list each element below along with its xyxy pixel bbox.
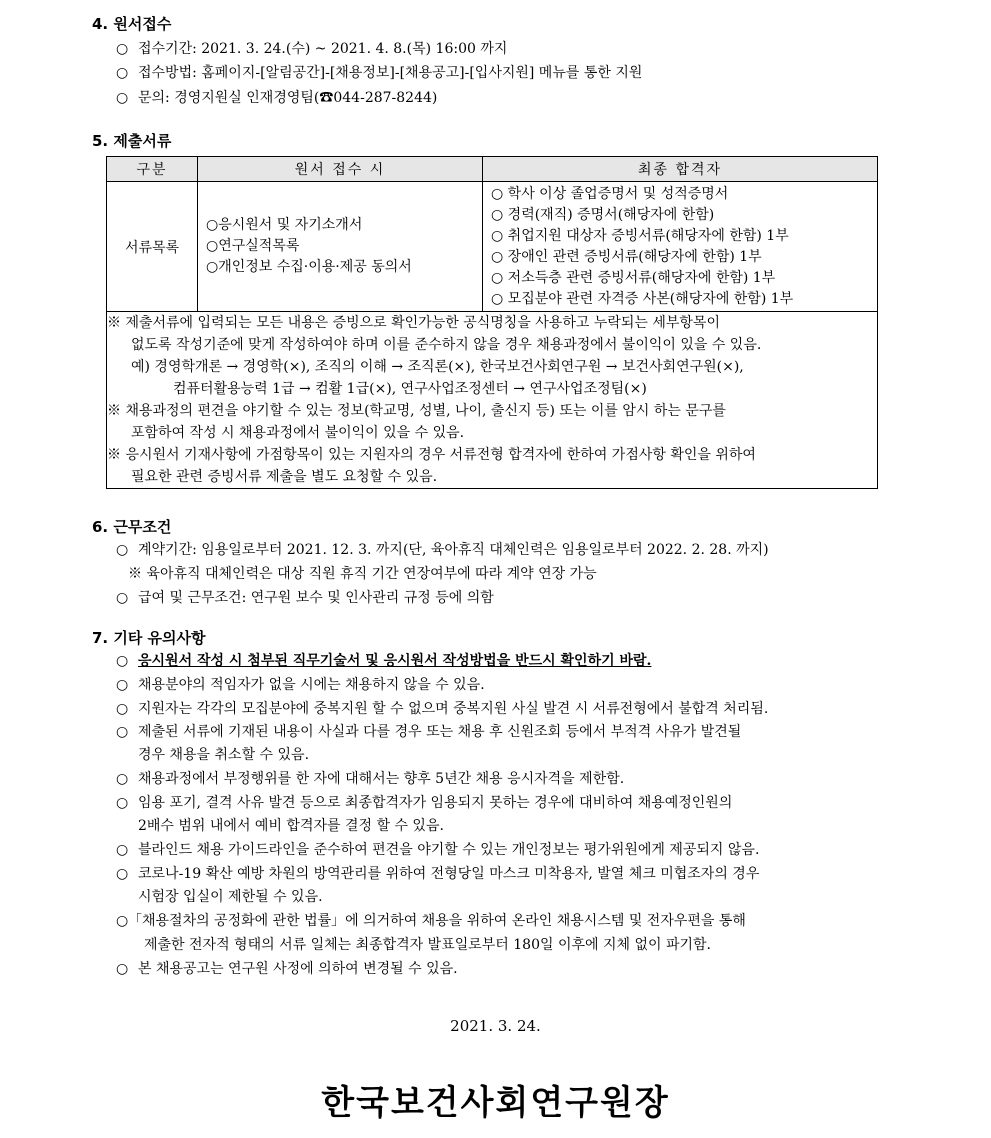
s7-item-9: ○「채용절차의 공정화에 관한 법률」에 의거하여 채용을 위하여 온라인 채용시스템 및 전자우편을 통해 [116, 913, 746, 929]
s7-item-5: ○ 채용과정에서 부정행위를 한 자에 대해서는 향후 5년간 채용 응시자격을 제한함. [116, 771, 625, 787]
s4-item-1: ○ 접수기간: 2021. 3. 24.(수) ~ 2021. 4. 8.(목) 16:00 까지 [116, 41, 508, 57]
s7-item-1: ○ 응시원서 작성 시 첨부된 직무기술서 및 응시원서 작성방법을 반드시 확인하기 바람. [116, 653, 652, 669]
s6-item-2: ○ 급여 및 근무조건: 연구원 보수 및 인사관리 규정 등에 의함 [116, 590, 494, 606]
notes-cell [107, 312, 878, 489]
s4-item-3: ○ 문의: 경영지원실 인재경영팀(☎044-287-8244) [116, 90, 438, 106]
announcement-date: 2021. 3. 24. [450, 1017, 541, 1035]
final-doc: ○ 저소득층 관련 증빙서류(해당자에 한함) 1부 [491, 269, 776, 286]
section-7-title: 7. 기타 유의사항 [92, 629, 206, 647]
note-line: ※ 제출서류에 입력되는 모든 내용은 증빙으로 확인가능한 공식명칭을 사용하고 누락되는 세부항목이 [107, 315, 720, 331]
signature-title: 한국보건사회연구원장 [321, 1083, 670, 1123]
section-4-title: 4. 원서접수 [92, 15, 172, 33]
apply-docs-cell [198, 182, 483, 312]
note-line: 필요한 관련 증빙서류 제출을 별도 요청할 수 있음. [131, 469, 438, 485]
s7-item-8: ○ 코로나-19 확산 예방 차원의 방역관리를 위하여 전형당일 마스크 미착용자, 발열 체크 미협조자의 경우 [116, 866, 760, 882]
final-doc: ○ 학사 이상 졸업증명서 및 성적증명서 [491, 185, 729, 202]
s7-item-9-cont: 제출한 전자적 형태의 서류 일체는 최종합격자 발표일로부터 180일 이후에 지체 없이 파기함. [144, 937, 711, 953]
final-doc: ○ 취업지원 대상자 증빙서류(해당자에 한함) 1부 [491, 227, 789, 244]
apply-doc: ○응시원서 및 자기소개서 [206, 217, 363, 233]
header-category: 구분 [107, 157, 198, 182]
apply-doc: ○개인정보 수집·이용·제공 동의서 [206, 259, 412, 275]
s7-item-4: ○ 제출된 서류에 기재된 내용이 사실과 다를 경우 또는 채용 후 신원조회 등에서 부적격 사유가 발견될 [116, 724, 742, 740]
s7-item-10: ○ 본 채용공고는 연구원 사정에 의하여 변경될 수 있음. [116, 961, 458, 977]
note-line: 포함하여 작성 시 채용과정에서 불이익이 있을 수 있음. [131, 425, 465, 441]
s7-item-4-cont: 경우 채용을 취소할 수 있음. [138, 747, 310, 763]
header-apply: 원서 접수 시 [198, 157, 483, 182]
note-line: ※ 채용과정의 편견을 야기할 수 있는 정보(학교명, 성별, 나이, 출신지 등) 또는 이를 암시 하는 문구를 [107, 403, 726, 419]
s6-sub-1: ※ 육아휴직 대체인력은 대상 직원 휴직 기간 연장여부에 따라 계약 연장 가능 [128, 566, 597, 582]
documents-table [106, 156, 878, 489]
s7-item-6: ○ 임용 포기, 결격 사유 발견 등으로 최종합격자가 임용되지 못하는 경우에 대비하여 채용예정인원의 [116, 795, 733, 811]
section-5-title: 5. 제출서류 [92, 132, 172, 150]
note-line: 예) 경영학개론 → 경영학(×), 조직의 이해 → 조직론(×), 한국보건사회연구원 → 보건사회연구원(×), [131, 359, 744, 375]
final-doc: ○ 장애인 관련 증빙서류(해당자에 한함) 1부 [491, 248, 762, 265]
note-line: 컴퓨터활용능력 1급 → 컴활 1급(×), 연구사업조정센터 → 연구사업조정팀(×) [173, 381, 647, 397]
s7-item-7: ○ 블라인드 채용 가이드라인을 준수하여 편견을 야기할 수 있는 개인정보는 평가위원에게 제공되지 않음. [116, 842, 760, 858]
s7-item-2: ○ 채용분야의 적임자가 없을 시에는 채용하지 않을 수 있음. [116, 677, 485, 693]
header-final: 최종 합격자 [483, 157, 878, 182]
section-6-title: 6. 근무조건 [92, 518, 172, 536]
note-line: ※ 응시원서 기재사항에 가점항목이 있는 지원자의 경우 서류전형 합격자에 한하여 가점사항 확인을 위하여 [107, 447, 756, 463]
final-docs-cell [483, 182, 878, 312]
apply-doc: ○연구실적목록 [206, 238, 300, 254]
s6-item-1: ○ 계약기간: 임용일로부터 2021. 12. 3. 까지(단, 육아휴직 대체인력은 임용일로부터 2022. 2. 28. 까지) [116, 542, 769, 558]
s7-item-3: ○ 지원자는 각각의 모집분야에 중복지원 할 수 없으며 중복지원 사실 발견 시 서류전형에서 불합격 처리됨. [116, 701, 769, 717]
row-label: 서류목록 [107, 182, 198, 312]
final-doc: ○ 경력(재직) 증명서(해당자에 한함) [491, 206, 715, 223]
final-doc: ○ 모집분야 관련 자격증 사본(해당자에 한함) 1부 [491, 290, 794, 307]
s4-item-2: ○ 접수방법: 홈페이지-[알림공간]-[채용정보]-[채용공고]-[입사지원] 메뉴를 통한 지원 [116, 65, 643, 81]
s7-item-8-cont: 시험장 입실이 제한될 수 있음. [138, 889, 323, 905]
note-line: 없도록 작성기준에 맞게 작성하여야 하며 이를 준수하지 않을 경우 채용과정에서 불이익이 있을 수 있음. [131, 337, 762, 353]
s7-item-6-cont: 2배수 범위 내에서 예비 합격자를 결정 할 수 있음. [138, 818, 444, 834]
